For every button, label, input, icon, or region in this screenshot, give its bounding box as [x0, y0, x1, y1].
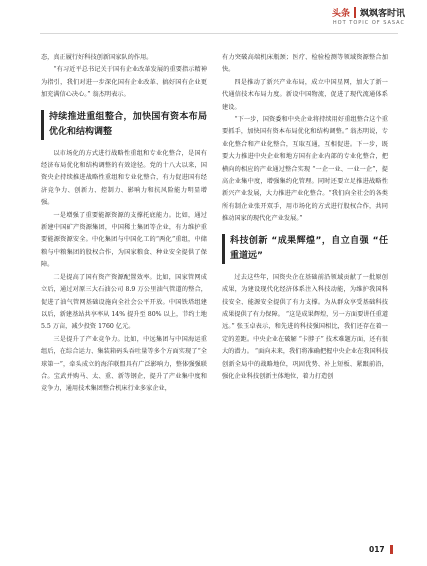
header-title-row — [332, 6, 405, 19]
right-section-heading — [222, 234, 388, 264]
right-paragraph-3: 过去这些年，国资央企在基础前沿领域贡献了一批原创成果，为建设现代化经济体系注入科技动能，为维护我国科技安全、能源安全提供了有力支撑。为从群众享受基础科技成果提供了有力保障。 “这是成果辉煌，另一方面要讲任重道远。” 张玉卓表示，和先进的科技强国相比，我们还存在着一定的差距。中央企业在破解 “卡脖子” 技术难题方面，还有很大的潜力。 “面向未来，我们将准确把握中央企业在我国科技创新全局中的战略地位，巩固优势、补上短板、紧跟前沿，强化企业科技创新主体地位，着力打造创 — [222, 273, 389, 380]
left-paragraph-3: 一是增强了重要能源资源的支撑托底能力。比如，通过新建中国矿产资源集团，中国稀土集团等企业，有力维护重要能源资源安全。中化集团与中国化工的“两化”重组，中储粮与中粮集团的股权合作，为国家粮食、种业安全提供了保障。 — [41, 211, 207, 269]
page-number-bar — [390, 545, 393, 554]
left-section-heading — [41, 110, 207, 140]
left-paragraph-0: 态，真正履行好科技创新国家队的作用。 — [41, 54, 153, 61]
left-column — [41, 52, 207, 396]
section-title-innovation: 科技创新 “成果辉煌”，自立自强 “任重道远” — [230, 235, 388, 261]
header-divider-bar — [354, 7, 356, 18]
header-section-red: 头条 — [331, 9, 350, 19]
left-paragraph-2: 以市场化的方式进行战略性重组和专业化整合，是国有经济布局优化和结构调整的有效途径。党的十八大以来，国资央企持续推进战略性重组和专业化整合，有力促进国有经济竞争力、创新力、控制力、影响力和抗风险能力明显增强。 — [41, 149, 207, 207]
right-paragraph-2: “下一步，国资委和中央企业将持续用好重组整合这个重要抓手，加快国有资本布局优化和结构调整。” 翁杰明说，专业化整合和产业化整合，互取互通，互相促进。下一步，既要大力推进中央企业和地方国有企业内部的专业化整合，把横向的相应的产业通过整合实现 “一企一业、一业一企”，提高企业集中度，增强集约化管理。同时还要立足推进战略性新兴产业发展，大力推进产业化整合。“我们向全社会的各类所有制企业张开双手，用市场化的方式进行股权合作，共同推动国家的现代化产业发展。” — [222, 116, 388, 223]
section-marker-bar — [222, 234, 225, 264]
header-section-title: 飒飒客时讯 — [359, 9, 405, 19]
left-paragraph-1: “有习近平总书记关于国有企业改革发展的重要指示精神为指引，我们对进一步深化国有企业改革、搞好国有企业更加充满信心决心。” 翁杰明表示。 — [41, 66, 207, 99]
page-number: 017 — [369, 545, 385, 554]
header-english-subtitle: HOT TOPIC OF SASAC — [332, 20, 405, 26]
right-paragraph-1: 四是推动了新兴产业布局，成立中国星网，加大了新一代通信技术布局力度。新设中国物流，促进了现代流通体系建设。 — [222, 78, 388, 111]
page-header — [332, 6, 405, 26]
right-paragraph-0: 有力突破高端机床瓶颈；医疗、检验检测等领域资源整合加快。 — [222, 54, 388, 74]
left-paragraph-4: 二是提高了国有资产资源配置效率。比如，国家管网成立后，通过对原三大石油公司 8.9 万公里油气管道的整合，促进了油气管网基础设施向全社会公平开放。中国铁塔组建以后，新建基站共享率从 14% 提升至 80% 以上，节约土地 5.5 万亩，减少投资 1760 亿元。 — [41, 273, 207, 331]
right-column — [222, 52, 388, 383]
header-rule — [40, 33, 398, 34]
section-marker-bar — [41, 110, 44, 140]
left-paragraph-5: 三是提升了产业竞争力。比如，中远集团与中国海运重组后，在综合运力、集装箱码头吞吐量等多个方面实现了“全球第一”，牵头成立的海洋联盟具有广泛影响力，整体强强联合。宝武并购马、太、重、新等钢企，提升了产业集中度和竞争力，通用技术集团整合机床行业多家企业， — [41, 335, 207, 393]
section-title-restructuring: 持续推进重组整合，加快国有资本布局优化和结构调整 — [49, 111, 207, 137]
